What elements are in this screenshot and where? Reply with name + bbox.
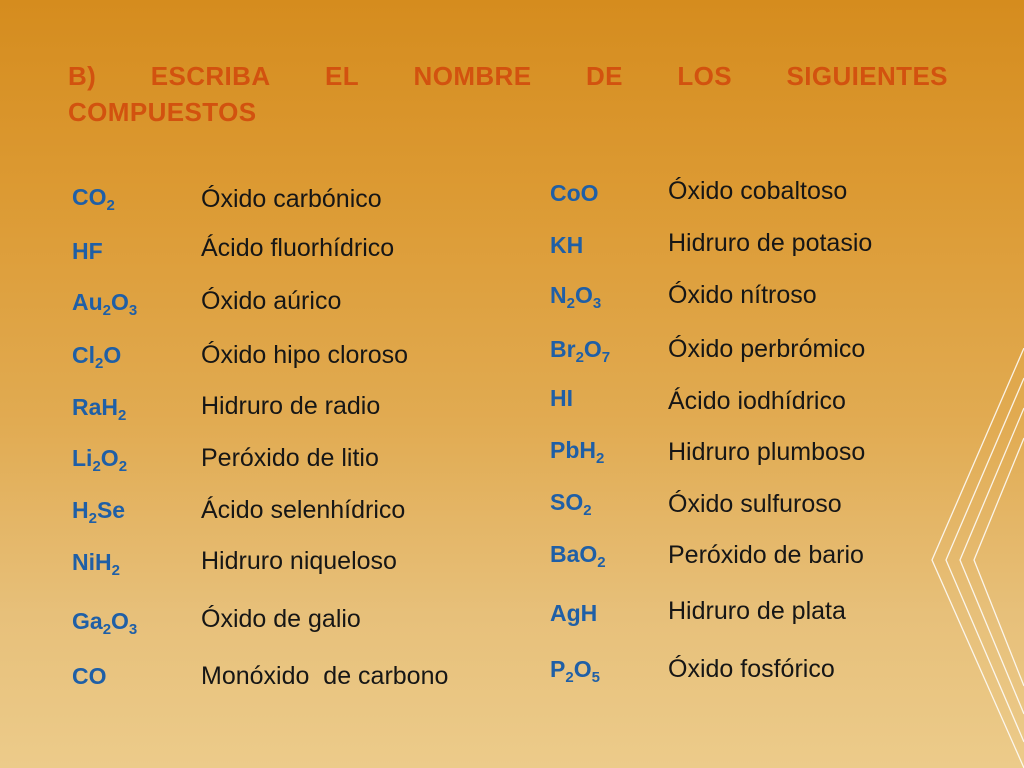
formula-symbol: Li: [72, 445, 93, 471]
title-word: DE: [585, 61, 623, 91]
formula-subscript: 2: [88, 510, 97, 527]
compound-name: Ácido iodhídrico: [668, 387, 846, 415]
compound-formula: [72, 608, 138, 638]
formula-symbol: HF: [72, 238, 103, 264]
formula-symbol: O: [583, 336, 602, 362]
formula-subscript: 2: [118, 458, 128, 475]
compound-name: Óxido nítroso: [668, 281, 817, 309]
formula-symbol: Br: [550, 336, 576, 362]
formula-subscript: 2: [92, 458, 101, 475]
compound-formula: [550, 232, 583, 259]
compound-name: Ácido fluorhídrico: [201, 234, 395, 262]
formula-subscript: 3: [592, 295, 602, 312]
title-word: SIGUIENTES: [786, 61, 948, 91]
title-word: EL: [325, 61, 360, 91]
compound-formula: [72, 289, 138, 319]
formula-symbol: SO: [550, 489, 584, 515]
compound-name: Hidruro de plata: [668, 597, 846, 625]
formula-symbol: O: [574, 282, 593, 308]
compound-name: Peróxido de bario: [668, 541, 864, 569]
compound-formula: [72, 549, 120, 579]
compound-formula: [550, 282, 602, 312]
compound-name: Hidruro de radio: [201, 392, 381, 420]
formula-subscript: 2: [118, 407, 127, 424]
formula-symbol: O: [100, 445, 119, 471]
formula-subscript: 7: [601, 349, 611, 366]
formula-subscript: 2: [596, 450, 605, 467]
formula-symbol: CO: [72, 663, 107, 689]
formula-symbol: O: [573, 656, 592, 682]
formula-subscript: 3: [128, 621, 138, 638]
compound-name: Óxido de galio: [201, 605, 361, 633]
compound-name: Hidruro niqueloso: [201, 547, 397, 575]
compound-formula: [72, 497, 126, 527]
compound-formula: [550, 489, 592, 519]
compound-formula: [72, 184, 115, 214]
formula-symbol: O: [111, 608, 129, 634]
compound-formula: [550, 385, 573, 412]
formula-symbol: HI: [550, 385, 573, 411]
formula-symbol: O: [111, 289, 129, 315]
compound-formula: [72, 342, 122, 372]
compound-name: Óxido aúrico: [201, 287, 342, 315]
formula-symbol: PbH: [550, 437, 596, 463]
formula-symbol: O: [103, 342, 122, 368]
compound-formula: [72, 445, 128, 475]
compound-name: Óxido fosfórico: [668, 655, 835, 683]
slide-title: [68, 58, 948, 130]
formula-subscript: 2: [102, 621, 112, 638]
compound-name: Hidruro de potasio: [668, 229, 873, 257]
formula-symbol: NiH: [72, 549, 112, 575]
compound-formula: [550, 656, 600, 686]
title-word: ESCRIBA: [150, 61, 271, 91]
compound-name: Óxido perbrómico: [668, 335, 866, 363]
compound-formula: [550, 336, 611, 366]
formula-subscript: 2: [111, 562, 120, 579]
formula-subscript: 2: [102, 302, 112, 319]
formula-symbol: BaO: [550, 541, 598, 567]
formula-symbol: Ga: [72, 608, 103, 634]
formula-symbol: Cl: [72, 342, 95, 368]
title-line-1: [68, 58, 948, 94]
formula-subscript: 2: [575, 349, 584, 366]
title-word: B): [68, 61, 97, 91]
formula-subscript: 2: [583, 502, 592, 519]
compound-formula: [72, 238, 103, 265]
decorative-chevron-lines: [924, 348, 1024, 768]
formula-symbol: AgH: [550, 600, 598, 626]
formula-subscript: 2: [565, 669, 574, 686]
formula-symbol: CoO: [550, 180, 599, 206]
title-word: NOMBRE: [413, 61, 532, 91]
compound-name: Hidruro plumboso: [668, 438, 866, 466]
formula-symbol: Au: [72, 289, 103, 315]
formula-symbol: H: [72, 497, 89, 523]
compound-formula: [550, 180, 599, 207]
compound-formula: [550, 437, 605, 467]
compound-formula: [72, 394, 127, 424]
formula-symbol: N: [550, 282, 567, 308]
compound-name: Óxido sulfuroso: [668, 490, 842, 518]
formula-symbol: CO: [72, 184, 107, 210]
compound-name: Peróxido de litio: [201, 444, 379, 472]
compound-name: Óxido carbónico: [201, 185, 382, 213]
title-line-2: COMPUESTOS: [68, 97, 257, 127]
formula-subscript: 2: [566, 295, 575, 312]
compound-name: Ácido selenhídrico: [201, 496, 406, 524]
formula-symbol: RaH: [72, 394, 119, 420]
formula-symbol: Se: [96, 497, 126, 523]
compound-name: Monóxido de carbono: [201, 662, 449, 690]
compound-formula: [72, 663, 107, 690]
formula-subscript: 3: [128, 302, 138, 319]
formula-subscript: 5: [591, 669, 600, 686]
formula-subscript: 2: [597, 554, 606, 571]
formula-subscript: 2: [95, 355, 104, 372]
compound-formula: [550, 541, 606, 571]
formula-symbol: KH: [550, 232, 584, 258]
title-word: LOS: [677, 61, 732, 91]
formula-subscript: 2: [106, 197, 115, 214]
compound-name: Óxido cobaltoso: [668, 177, 848, 205]
compound-formula: [550, 600, 597, 627]
compound-name: Óxido hipo cloroso: [201, 341, 409, 369]
formula-symbol: P: [550, 656, 566, 682]
